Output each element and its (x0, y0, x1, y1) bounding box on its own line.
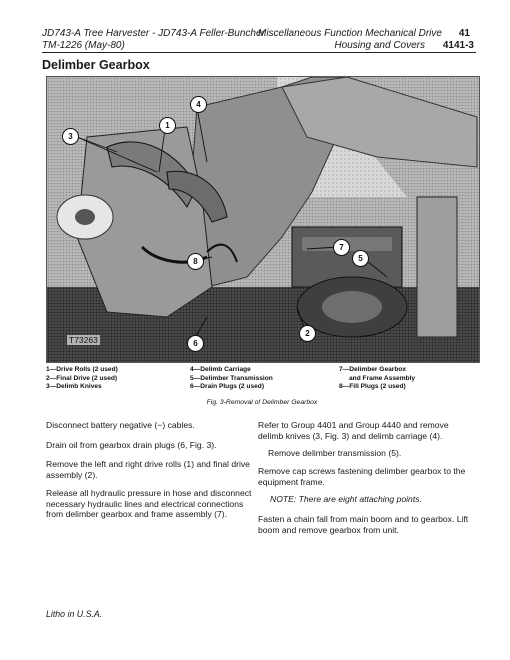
step-remove-delimb-knives: Refer to Group 4401 and Group 4440 and remove delimb knives (3, Fig. 3) and delimb carriage (4). (258, 420, 449, 441)
step-remove-transmission: Remove delimber transmission (5). (268, 448, 402, 458)
figure-caption: Fig. 3-Removal of Delimber Gearbox (206, 399, 318, 406)
callout-7: 7 (333, 239, 350, 256)
note-attaching-points: NOTE: There are eight attaching points. (270, 494, 422, 504)
legend-item-8: 8—Fill Plugs (2 used) (339, 383, 406, 391)
step-remove-cap-screws: Remove cap screws fastening delimber gearbox to the equipment frame. (258, 466, 466, 487)
page-number: 41 (458, 28, 470, 39)
legend-item-2: 2—Final Drive (2 used) (46, 374, 118, 382)
legend-item-6: 6—Drain Plugs (2 used) (190, 383, 265, 391)
legend-item-3: 3—Delimb Knives (46, 383, 102, 391)
callout-4: 4 (190, 96, 207, 113)
legend-item-1: 1—Drive Rolls (2 used) (46, 366, 118, 373)
callout-8: 8 (187, 253, 204, 270)
manual-code: TM-1226 (May-80) (42, 40, 125, 51)
step-disconnect-battery: Disconnect battery negative (−) cables. (46, 420, 195, 430)
legend-column-1 (46, 366, 118, 392)
machine-illustration (47, 77, 479, 362)
photo-id: T73263 (69, 335, 98, 345)
header-rule (42, 52, 476, 53)
footer-litho: Litho in U.S.A. (46, 609, 103, 619)
manual-title: JD743-A Tree Harvester - JD743-A Feller-Buncher (42, 28, 265, 39)
legend-item-4: 4—Delimb Carriage (190, 366, 251, 373)
callout-5: 5 (352, 250, 369, 267)
step-release-hydraulic-pressure: Release all hydraulic pressure in hose and disconnect necessary hydraulic lines and electrical connections from delimber gearbox and frame assembly (7). (46, 488, 252, 520)
step-fasten-chain-fall: Fasten a chain fall from main boom and to gearbox. Lift boom and remove gearbox from unit. (258, 514, 469, 535)
callout-3: 3 (62, 128, 79, 145)
callout-6: 6 (187, 335, 204, 352)
subsection-header-title: Housing and Covers (334, 40, 425, 51)
step-remove-drive-rolls: Remove the left and right drive rolls (1) and final drive assembly (2). (46, 459, 250, 480)
page-code: 4141-3 (442, 40, 474, 51)
section-header-title: Miscellaneous Function Mechanical Drive (258, 28, 442, 39)
delimber-gearbox-photo (46, 76, 480, 363)
legend-item-7: 7—Delimber Gearbox (339, 366, 407, 373)
section-title: Delimber Gearbox (42, 58, 150, 72)
step-drain-oil: Drain oil from gearbox drain plugs (6, Fig. 3). (46, 440, 217, 450)
legend-item-7-continued: and Frame Assembly (349, 374, 416, 382)
legend-item-5: 5—Delimber Transmission (190, 374, 273, 382)
callout-1: 1 (159, 117, 176, 134)
callout-2: 2 (299, 325, 316, 342)
legend-column-2 (190, 366, 273, 392)
legend-column-3 (339, 366, 415, 392)
